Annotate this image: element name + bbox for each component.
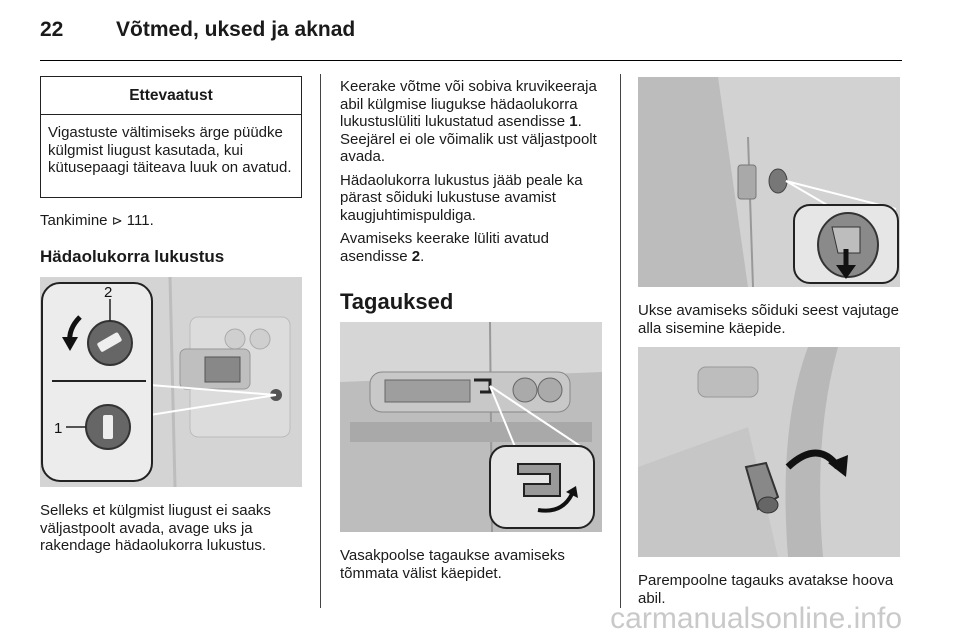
page-number: 22	[40, 18, 64, 41]
rear-door-handle-figure	[340, 322, 602, 532]
column-separator-2	[620, 74, 621, 608]
caution-body: Vigastuste vältimiseks ärge püüdke külgmist liugust kasutada, kui kütusepaagi täiteava luuk on avatud.	[48, 124, 292, 176]
figure-label-2: 2	[104, 284, 113, 301]
emergency-lock-caption: Selleks et külgmist liugust ei saaks väljastpoolt avada, avage uks ja rakendage hädaolukorra lukustus.	[40, 502, 271, 554]
arrow-ref-icon: ⊳	[111, 213, 123, 228]
refuel-reference	[40, 212, 302, 230]
paragraph-emergency-lock-open: Avamiseks keerake lüliti avatud asendisse 2.	[340, 230, 549, 265]
paragraph-emergency-lock-instructions: Keerake võtme või sobiva kruvikeeraja abil külgmise liugukse hädaolukorra lukustuslüliti lukustatud asendisse 1. Seejärel ei ole võimalik ust väljastpoolt avada.	[340, 78, 597, 165]
header-rule	[40, 60, 902, 61]
interior-handle-caption: Ukse avamiseks sõiduki seest vajutage alla sisemine käepide.	[638, 302, 899, 337]
emergency-lock-figure	[40, 277, 302, 487]
paragraph-emergency-lock-note: Hädaolukorra lukustus jääb peale ka pärast sõiduki lukustuse avamist kaugjuhtimispuldiga.	[340, 171, 583, 224]
column-separator-1	[320, 74, 321, 608]
figure-label-1: 1	[54, 420, 63, 437]
right-rear-door-lever-figure	[638, 347, 900, 557]
page-header	[40, 18, 355, 42]
caution-title: Ettevaatust	[41, 77, 301, 115]
refuel-text: Tankimine	[40, 212, 112, 229]
watermark-text: carmanualsonline.info	[610, 602, 902, 635]
refuel-page-link[interactable]: 111.	[122, 212, 154, 229]
section-heading-emergency-lock: Hädaolukorra lukustus	[40, 247, 225, 266]
right-rear-door-caption: Parempoolne tagauks avatakse hoova abil.	[638, 572, 894, 607]
page-title: Võtmed, uksed ja aknad	[116, 18, 356, 41]
section-heading-rear-doors: Tagauksed	[340, 289, 454, 314]
caution-box	[40, 76, 302, 198]
interior-handle-figure	[638, 77, 900, 287]
rear-door-left-caption: Vasakpoolse tagaukse avamiseks tõmmata välist käepidet.	[340, 547, 565, 582]
column2-text	[340, 78, 602, 271]
